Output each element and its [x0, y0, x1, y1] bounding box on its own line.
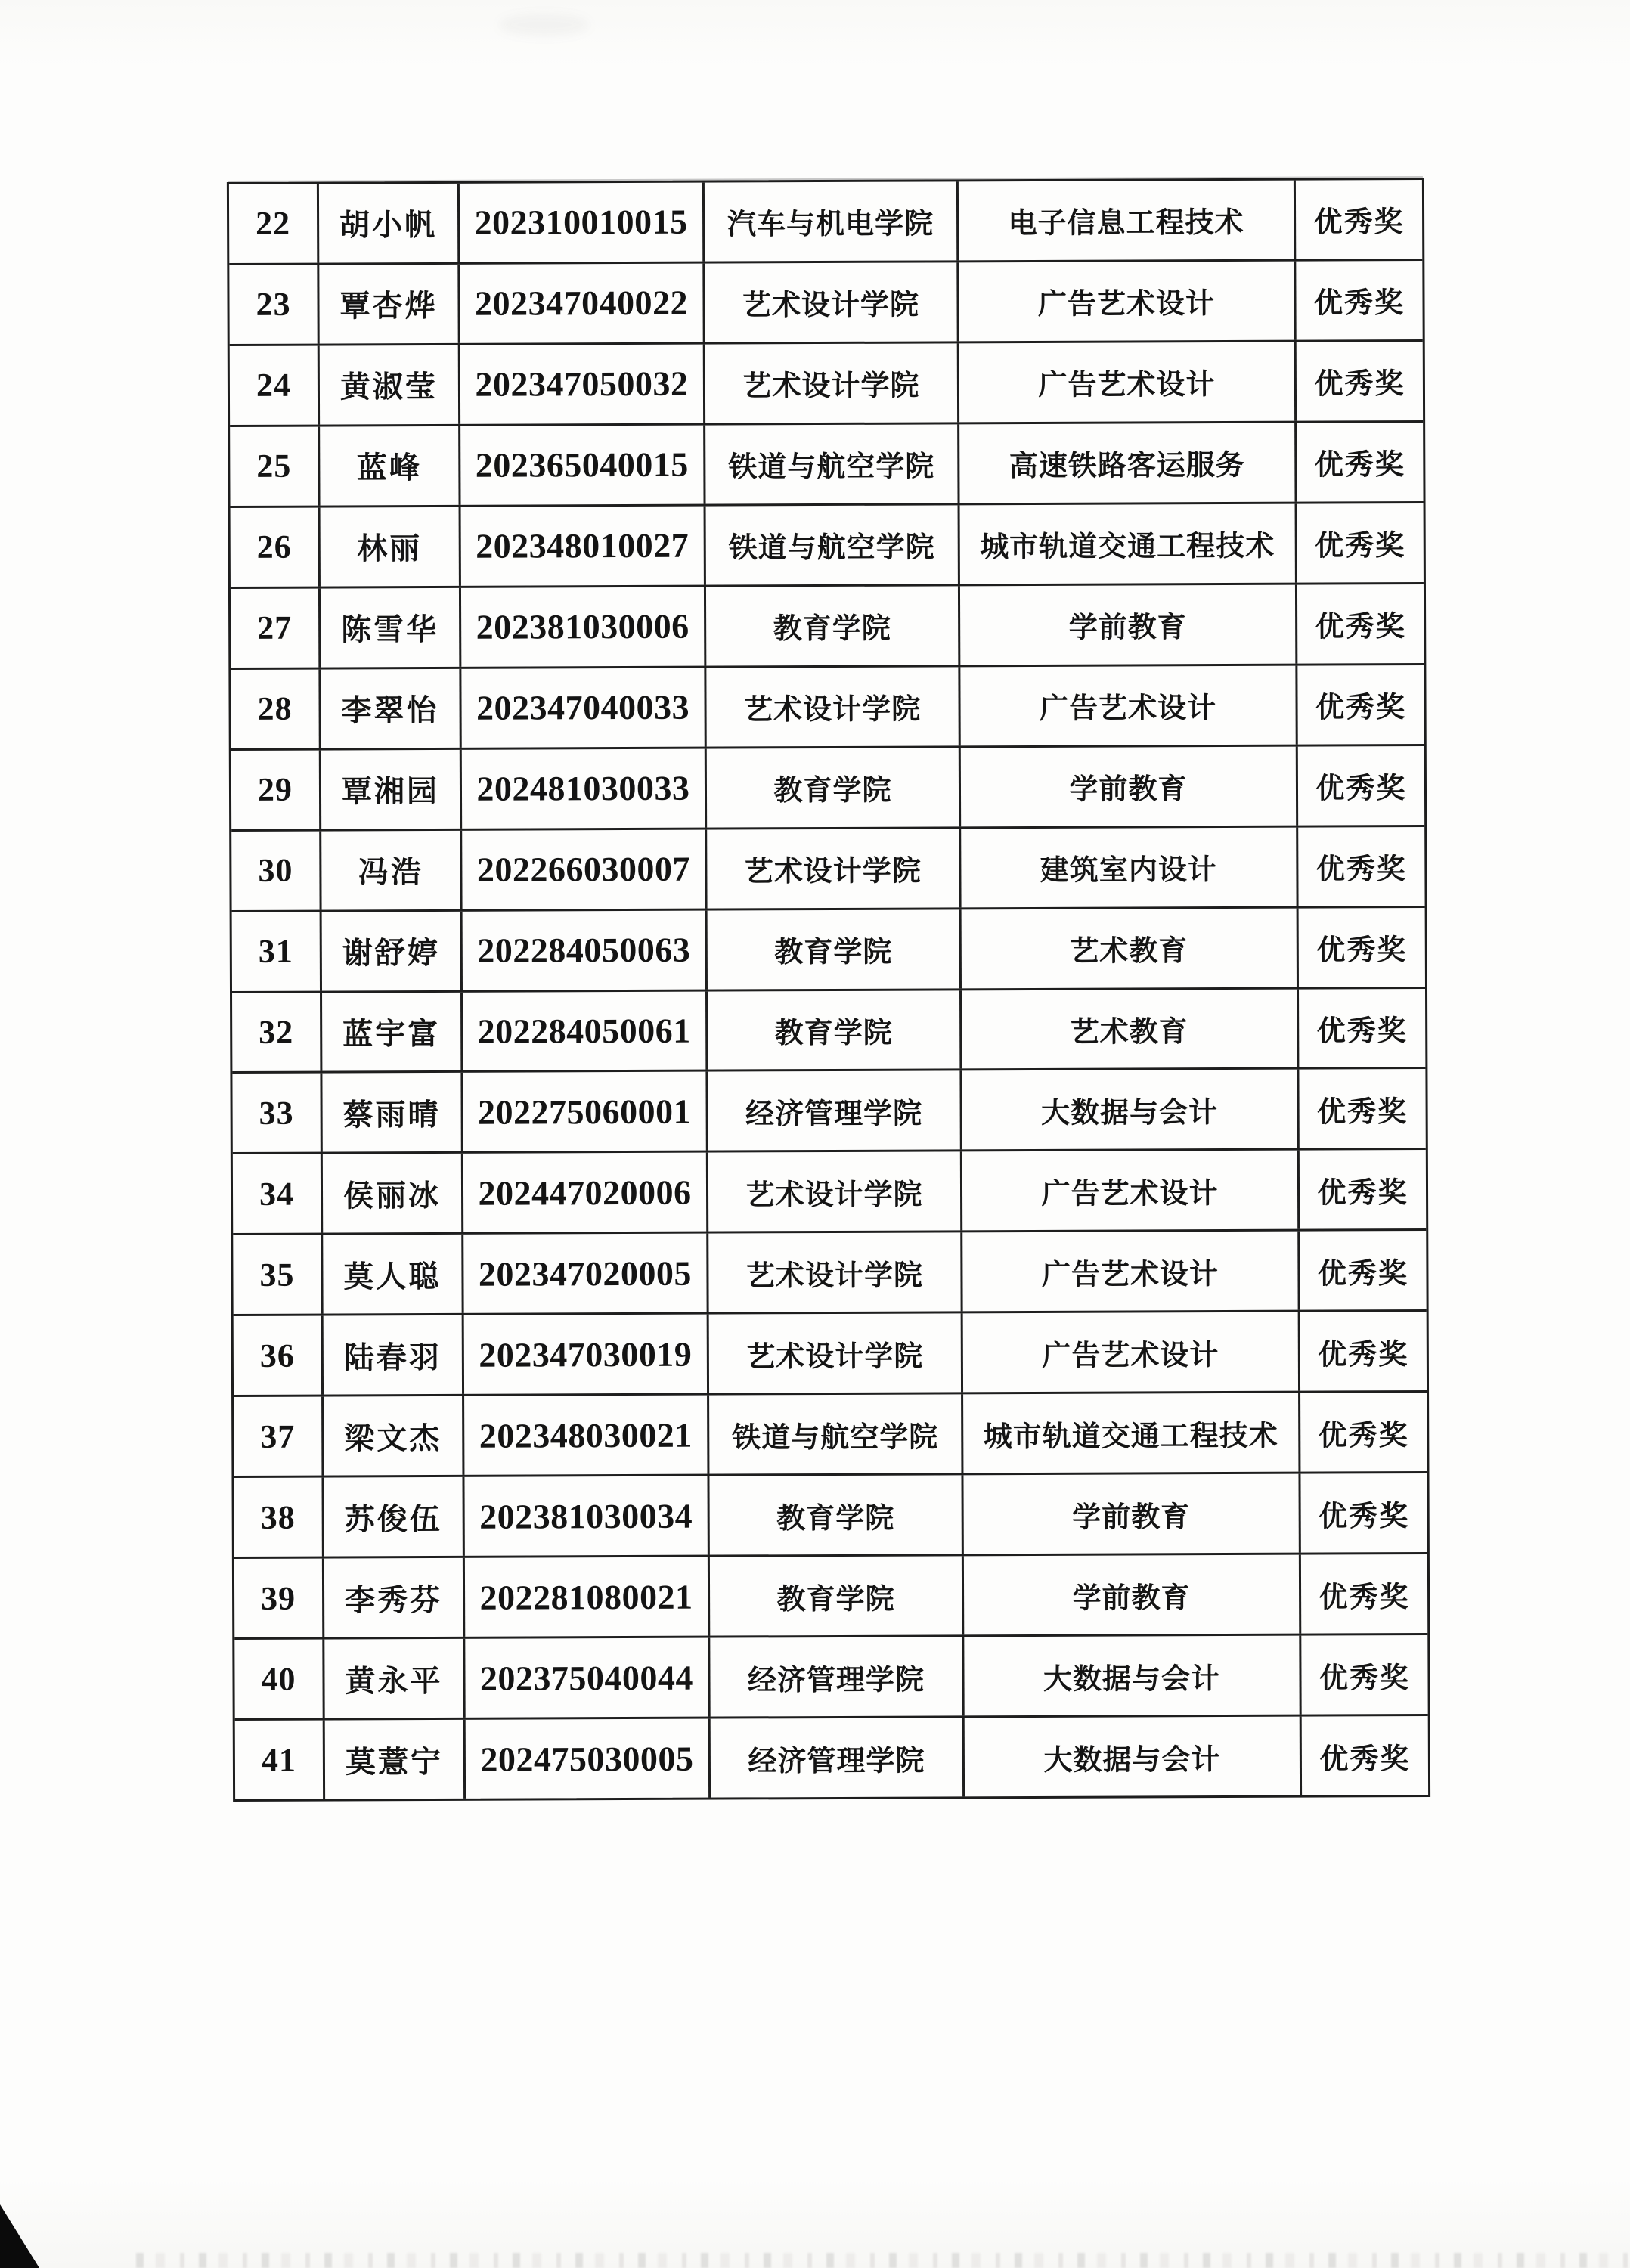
table-row	[234, 1554, 1427, 1640]
cell-student-name: 林丽	[321, 507, 461, 587]
table-row	[234, 1312, 1427, 1397]
cell-student-id: 202284050061	[463, 991, 708, 1070]
cell-row-number: 29	[231, 750, 321, 829]
cell-student-id: 202481030033	[462, 748, 707, 828]
cell-award: 优秀奖	[1316, 1015, 1408, 1048]
table-row	[233, 1150, 1426, 1235]
cell-major: 广告艺术设计	[962, 1151, 1300, 1231]
table-row	[229, 261, 1422, 346]
cell-award: 优秀奖	[1315, 530, 1406, 562]
cell-major: 建筑室内设计	[961, 827, 1298, 907]
cell-student-id: 202381030034	[464, 1476, 709, 1556]
table-row	[231, 584, 1424, 670]
cell-row-number: 24	[230, 345, 320, 424]
cell-college: 艺术设计学院	[707, 829, 961, 908]
cell-row-number: 39	[234, 1559, 324, 1637]
cell-major: 大数据与会计	[962, 1070, 1299, 1150]
cell-college: 艺术设计学院	[705, 262, 959, 342]
cell-college: 教育学院	[709, 1476, 963, 1555]
cell-award: 优秀奖	[1319, 1581, 1410, 1614]
cell-student-id: 202284050063	[463, 910, 708, 990]
cell-major: 学前教育	[964, 1555, 1301, 1635]
cell-row-number: 34	[233, 1154, 323, 1233]
scan-corner-artifact	[0, 2204, 39, 2268]
cell-award: 优秀奖	[1314, 449, 1405, 482]
cell-college: 铁道与航空学院	[706, 505, 960, 584]
cell-row-number: 28	[231, 669, 321, 748]
cell-student-id: 202348030021	[464, 1396, 709, 1475]
cell-student-name: 梁文杰	[324, 1396, 464, 1476]
cell-student-id: 202347040022	[460, 264, 705, 343]
cell-award: 优秀奖	[1313, 206, 1405, 239]
cell-major: 大数据与会计	[964, 1636, 1301, 1716]
cell-major: 艺术教育	[962, 908, 1299, 988]
cell-student-id: 202347020005	[463, 1234, 708, 1313]
cell-student-name: 莫薏宁	[325, 1720, 466, 1799]
cell-college: 艺术设计学院	[708, 1152, 962, 1232]
cell-award: 优秀奖	[1317, 1176, 1408, 1210]
cell-student-name: 覃杏烨	[319, 265, 460, 344]
cell-major: 广告艺术设计	[959, 342, 1297, 423]
cell-row-number: 23	[229, 265, 319, 344]
cell-row-number: 30	[231, 831, 321, 909]
scan-noise-artifact	[136, 2253, 1630, 2268]
cell-college: 教育学院	[708, 909, 962, 989]
cell-award: 优秀奖	[1319, 1743, 1411, 1776]
table-row	[231, 665, 1424, 751]
cell-student-id: 202475030005	[466, 1719, 711, 1799]
table-row	[234, 1635, 1427, 1721]
table-row	[232, 1069, 1425, 1154]
cell-award: 优秀奖	[1318, 1338, 1409, 1371]
cell-award: 优秀奖	[1315, 773, 1407, 805]
cell-row-number: 38	[234, 1478, 324, 1557]
cell-college: 铁道与航空学院	[705, 424, 959, 503]
cell-major: 电子信息工程技术	[959, 181, 1296, 261]
cell-major: 城市轨道交通工程技术	[963, 1393, 1300, 1473]
cell-row-number: 35	[233, 1235, 323, 1314]
cell-student-name: 侯丽冰	[323, 1154, 463, 1233]
cell-award: 优秀奖	[1318, 1419, 1409, 1452]
cell-college: 教育学院	[707, 748, 961, 827]
cell-college: 经济管理学院	[710, 1637, 964, 1716]
cell-award: 优秀奖	[1316, 934, 1408, 967]
cell-student-id: 202348010027	[461, 506, 706, 585]
cell-college: 艺术设计学院	[709, 1314, 963, 1393]
cell-student-id: 202266030007	[462, 829, 707, 909]
cell-college: 经济管理学院	[711, 1718, 965, 1797]
cell-award: 优秀奖	[1317, 1096, 1408, 1129]
table-row	[231, 827, 1424, 912]
table-row	[233, 1231, 1426, 1316]
cell-major: 学前教育	[961, 746, 1298, 826]
cell-student-id: 202281080021	[465, 1557, 710, 1637]
cell-row-number: 36	[234, 1316, 324, 1395]
cell-student-name: 苏俊伍	[324, 1477, 464, 1557]
cell-student-id: 202347040033	[461, 668, 706, 747]
cell-student-id: 202375040044	[465, 1638, 710, 1718]
table-row	[234, 1393, 1427, 1478]
cell-student-id: 202447020006	[463, 1153, 708, 1232]
cell-student-name: 黄永平	[324, 1639, 465, 1718]
cell-row-number: 25	[230, 426, 320, 505]
table-row	[229, 180, 1422, 265]
cell-award: 优秀奖	[1314, 368, 1405, 401]
cell-major: 艺术教育	[962, 989, 1299, 1069]
cell-student-name: 冯浩	[321, 830, 462, 909]
cell-major: 广告艺术设计	[959, 262, 1296, 342]
cell-student-name: 黄淑莹	[320, 345, 460, 425]
cell-major: 广告艺术设计	[963, 1312, 1300, 1393]
cell-student-id: 202310010015	[460, 183, 705, 262]
cell-award: 优秀奖	[1313, 287, 1405, 320]
cell-student-name: 覃湘园	[321, 750, 462, 829]
table-row	[231, 746, 1424, 832]
cell-major: 学前教育	[963, 1474, 1300, 1554]
cell-college: 教育学院	[708, 990, 962, 1070]
cell-student-id: 202365040015	[460, 425, 705, 504]
cell-major: 大数据与会计	[965, 1717, 1302, 1797]
cell-college: 教育学院	[706, 586, 960, 665]
cell-major: 广告艺术设计	[960, 665, 1297, 745]
cell-college: 汽车与机电学院	[705, 181, 959, 261]
table-row	[234, 1473, 1427, 1559]
award-table	[227, 178, 1430, 1802]
cell-award: 优秀奖	[1317, 1257, 1409, 1290]
cell-row-number: 26	[231, 507, 321, 586]
cell-award: 优秀奖	[1319, 1662, 1411, 1695]
cell-student-name: 莫人聪	[323, 1235, 463, 1314]
cell-award: 优秀奖	[1315, 611, 1406, 643]
cell-row-number: 31	[232, 912, 322, 990]
cell-student-name: 陈雪华	[321, 588, 461, 668]
table-row	[235, 1716, 1428, 1799]
cell-major: 城市轨道交通工程技术	[960, 503, 1297, 584]
cell-row-number: 40	[234, 1640, 324, 1718]
cell-student-id: 202347050032	[460, 345, 705, 424]
cell-college: 艺术设计学院	[706, 667, 960, 746]
cell-row-number: 27	[231, 588, 321, 667]
cell-row-number: 41	[235, 1721, 325, 1799]
cell-student-name: 蔡雨晴	[322, 1073, 463, 1152]
cell-row-number: 37	[234, 1397, 324, 1476]
cell-row-number: 33	[232, 1074, 322, 1152]
table-row	[231, 503, 1424, 589]
cell-award: 优秀奖	[1315, 692, 1407, 724]
cell-student-name: 胡小帆	[319, 184, 460, 263]
cell-college: 教育学院	[710, 1557, 964, 1636]
cell-row-number: 22	[229, 184, 319, 263]
cell-student-id: 202381030006	[461, 587, 706, 666]
cell-college: 艺术设计学院	[705, 343, 959, 423]
cell-college: 艺术设计学院	[708, 1233, 962, 1312]
cell-major: 广告艺术设计	[962, 1232, 1300, 1312]
table-row	[230, 423, 1423, 508]
cell-student-id: 202347030019	[464, 1315, 709, 1394]
cell-student-name: 谢舒婷	[322, 911, 463, 990]
cell-student-name: 李翠怡	[321, 669, 461, 748]
cell-major: 高速铁路客运服务	[959, 423, 1297, 503]
cell-student-name: 蓝峰	[320, 426, 460, 506]
cell-college: 经济管理学院	[708, 1071, 962, 1151]
cell-student-name: 陆春羽	[324, 1315, 464, 1395]
table-row	[232, 908, 1425, 993]
cell-student-name: 李秀芬	[324, 1558, 465, 1637]
cell-student-name: 蓝宇富	[322, 992, 463, 1071]
cell-student-id: 202275060001	[463, 1072, 708, 1151]
cell-major: 学前教育	[960, 584, 1297, 665]
cell-award: 优秀奖	[1315, 854, 1407, 886]
scan-smudge-artifact	[499, 14, 590, 36]
cell-award: 优秀奖	[1319, 1500, 1410, 1533]
cell-row-number: 32	[232, 993, 322, 1071]
table-row	[232, 989, 1425, 1074]
cell-college: 铁道与航空学院	[709, 1395, 963, 1474]
table-row	[230, 342, 1423, 427]
